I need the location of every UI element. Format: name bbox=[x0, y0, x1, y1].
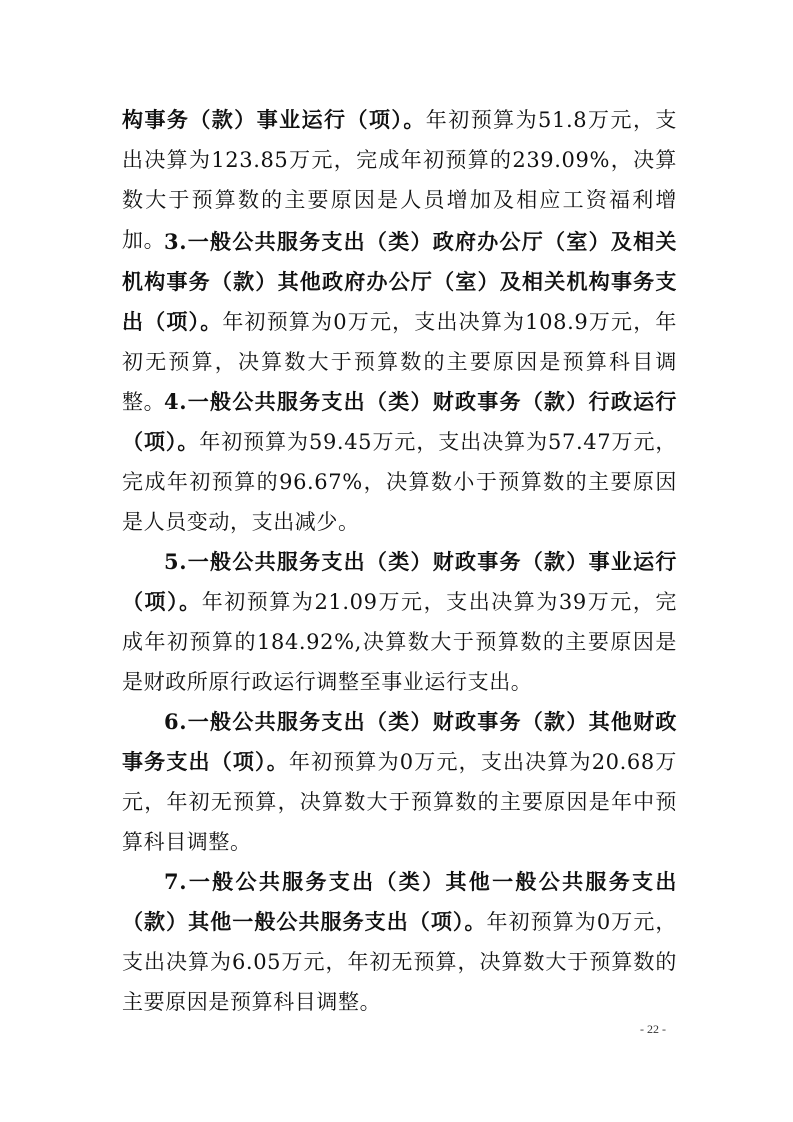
paragraph-heading: 4.一般公共服务支出（类）财政事务（款）行政运行（项）。 bbox=[122, 389, 677, 454]
paragraph-heading: 6.一般公共服务支出（类）财政事务（款）其他财政事务支出（项）。 bbox=[122, 709, 677, 774]
paragraph-item-7 bbox=[122, 862, 677, 1022]
paragraph-heading: 构事务（款）事业运行（项）。 bbox=[122, 107, 426, 132]
paragraph-item-5 bbox=[122, 542, 677, 702]
page-number: - 22 - bbox=[640, 1022, 666, 1036]
paragraph-item-4 bbox=[122, 382, 677, 542]
paragraph-body: 年初预算为0万元，支出决算为6.05万元，年初无预算，决算数大于预算数的主要原因是预算科目调整。 bbox=[122, 910, 677, 1014]
paragraph-heading: 3.一般公共服务支出（类）政府办公厅（室）及相关机构事务（款）其他政府办公厅（室）及相关机构事务支出（项）。 bbox=[122, 229, 677, 334]
paragraph-body: 年初预算为21.09万元，支出决算为39万元，完成年初预算的184.92%,决算数大于预算数的主要原因是是财政所原行政运行调整至事业运行支出。 bbox=[122, 590, 677, 694]
paragraph-body: 年初预算为0万元，支出决算为108.9万元，年初无预算，决算数大于预算数的主要原因是预算科目调整。 bbox=[122, 310, 677, 414]
paragraph-heading: 7.一般公共服务支出（类）其他一般公共服务支出（款）其他一般公共服务支出（项）。 bbox=[122, 869, 677, 934]
paragraph-heading: 5.一般公共服务支出（类）财政事务（款）事业运行（项）。 bbox=[122, 549, 677, 614]
paragraph-body: 年初预算为59.45万元，支出决算为57.47万元，完成年初预算的96.67%，决算数小于预算数的主要原因是人员变动，支出减少。 bbox=[122, 430, 677, 534]
paragraph-body: 年初预算为0万元，支出决算为20.68万元，年初无预算，决算数大于预算数的主要原因是年中预算科目调整。 bbox=[122, 750, 677, 854]
paragraph-body: 年初预算为51.8万元，支出决算为123.85万元，完成年初预算的239.09%，决算数大于预算数的主要原因是人员增加及相应工资福利增加。 bbox=[122, 108, 677, 252]
paragraph-item-6 bbox=[122, 702, 677, 862]
